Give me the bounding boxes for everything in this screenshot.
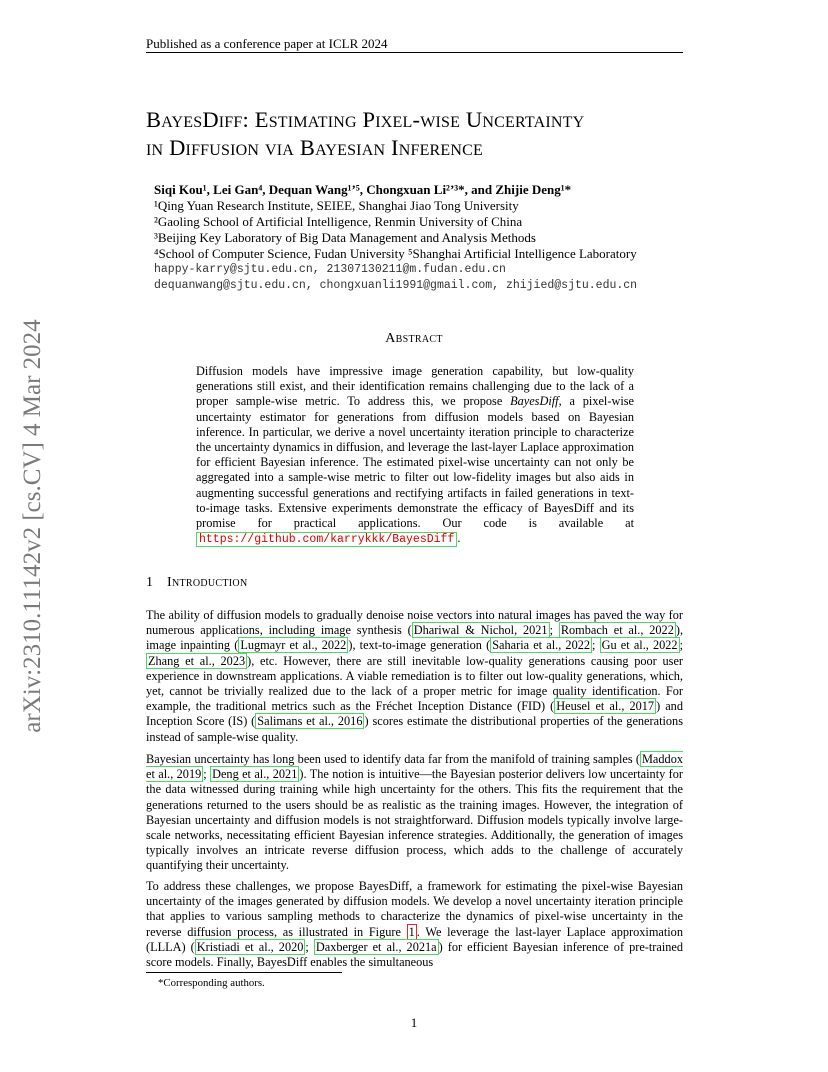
affiliation: ⁴School of Computer Science, Fudan University ⁵Shanghai Artificial Intelligence Laboratory bbox=[154, 246, 637, 261]
paper-title bbox=[146, 106, 706, 162]
text-run: ) and Inception Score (IS) ( bbox=[146, 699, 683, 729]
text-run: ; bbox=[592, 638, 600, 653]
text-run: ), etc. However, there are still inevitable low-quality generations causing poor user experience in downstream applications. A viable remediation is to filter out low-quality generations, which, yet, cannot be trivially realized due to the lack of a proper metric for image quality identification. For example, the traditional metrics such as the Fréchet Inception Distance (FID) ( bbox=[146, 653, 683, 714]
affiliation: ¹Qing Yuan Research Institute, SEIEE, Shanghai Jiao Tong University bbox=[154, 198, 519, 213]
citation-link[interactable]: Zhang et al., 2023 bbox=[148, 653, 246, 668]
page-number: 1 bbox=[410, 1015, 418, 1030]
abstract-heading: Abstract bbox=[385, 331, 443, 346]
text-run: ), image inpainting ( bbox=[146, 623, 684, 653]
abstract-part: , a pixel-wise uncertainty estimator for generations from diffusion models based on Bayesian inference. In particular, we derive a novel uncertainty iteration principle to characterize the uncertainty dynamics in diffusion, and leverage the last-layer Laplace approximation for efficient Bayesian inference. The estimated pixel-wise uncertainty can not only be aggregated into a sample-wise metric to filter out low-fidelity images but also aids in augmenting successful generations and rectifying artifacts in failed generations in text-to-image tasks. Extensive experiments demonstrate the efficacy of BayesDiff and its promise for practical applications. Our code is available at bbox=[196, 394, 634, 531]
text-run: The ability of diffusion models to gradually denoise noise vectors into natural images has paved the way for numerous applications, including image synthesis ( bbox=[146, 608, 683, 638]
citation-link[interactable]: Gu et al., 2022 bbox=[601, 638, 678, 653]
citation-link[interactable]: Salimans et al., 2016 bbox=[257, 714, 363, 729]
paragraph-2 bbox=[146, 752, 683, 874]
text-run: ) for efficient Bayesian inference of pre-trained score models. Finally, BayesDiff enables the simultaneous bbox=[146, 939, 684, 970]
arxiv-identifier: arXiv:2310.11142v2 [cs.CV] 4 Mar 2024 bbox=[19, 319, 46, 733]
title-line-2: in Diffusion via Bayesian Inference bbox=[146, 135, 484, 160]
text-run: ; bbox=[549, 623, 559, 638]
method-name: BayesDiff bbox=[510, 394, 559, 409]
citation-link[interactable]: Rombach et al., 2022 bbox=[560, 623, 674, 638]
text-run: ; bbox=[203, 767, 211, 782]
footnote: *Corresponding authors. bbox=[158, 977, 265, 989]
section-number: 1 bbox=[146, 575, 153, 590]
text-run: To address these challenges, we propose BayesDiff, a framework for estimating the pixel-wise Bayesian uncertainty of the images generated by diffusion models. We develop a novel uncertainty iteration principle that applies to various sampling methods to characterize the dynamics of pixel-wise uncertainty in the reverse diffusion process, as illustrated in Figure bbox=[146, 879, 683, 939]
text-run: . We leverage the last-layer Laplace approximation (LLLA) ( bbox=[146, 924, 683, 954]
text-run: ) scores estimate the distributional properties of the generations instead of sample-wise quality. bbox=[146, 714, 683, 744]
code-link[interactable]: https://github.com/karrykkk/BayesDiff bbox=[196, 532, 457, 547]
citation-link[interactable]: Deng et al., 2021 bbox=[212, 767, 298, 782]
citation-link[interactable]: Maddox et al., 2019 bbox=[146, 752, 683, 782]
text-run: ), text-to-image generation ( bbox=[348, 638, 491, 653]
arxiv-sidebar bbox=[8, 300, 58, 760]
citation-link[interactable]: Daxberger et al., 2021a bbox=[315, 939, 437, 954]
abstract-end: . bbox=[457, 531, 461, 546]
author-block bbox=[154, 182, 694, 294]
section-title: Introduction bbox=[167, 575, 248, 590]
email-line: happy-karry@sjtu.edu.cn, 21307130211@m.fudan.edu.cn bbox=[154, 263, 506, 276]
text-run: Bayesian uncertainty has long been used to identify data far from the manifold of training samples ( bbox=[146, 752, 640, 766]
email-line: dequanwang@sjtu.edu.cn, chongxuanli1991@gmail.com, zhijied@sjtu.edu.cn bbox=[154, 279, 638, 292]
figure-link[interactable]: 1 bbox=[408, 924, 415, 939]
citation-link[interactable]: Kristiadi et al., 2020 bbox=[196, 939, 304, 954]
paragraph-1 bbox=[146, 608, 683, 745]
abstract-part: Diffusion models have impressive image generation capability, but low-quality generations still exist, and their identification remains challenging due to the lack of a proper sample-wise metric. To address this, we propose bbox=[196, 364, 634, 409]
affiliation: ²Gaoling School of Artificial Intelligence, Renmin University of China bbox=[154, 214, 523, 229]
header-rule bbox=[146, 52, 683, 53]
section-heading bbox=[146, 575, 247, 591]
text-run: ; bbox=[305, 939, 314, 954]
text-run: ; bbox=[679, 638, 684, 653]
citation-link[interactable]: Saharia et al., 2022 bbox=[492, 638, 591, 653]
footnote-rule bbox=[146, 972, 342, 973]
abstract-text bbox=[196, 364, 634, 547]
citation-link[interactable]: Dhariwal & Nichol, 2021 bbox=[413, 623, 548, 638]
author-names: Siqi Kou¹, Lei Gan⁴, Dequan Wang¹ʼ⁵, Chongxuan Li²ʼ³*, and Zhijie Deng¹* bbox=[154, 182, 572, 197]
citation-link[interactable]: Heusel et al., 2017 bbox=[556, 699, 655, 714]
paragraph-3 bbox=[146, 879, 683, 970]
text-run: ). The notion is intuitive—the Bayesian posterior delivers low uncertainty for the data witnessed during training while high uncertainty for the others. This fits the requirement that the generations returned to the users should be as realistic as the training images. However, the integration of Bayesian uncertainty and diffusion models is not straightforward. Diffusion models typically involve large-scale networks, necessitating efficient Bayesian inference strategies. Additionally, the generation of images typically involves an intricate reverse diffusion process, which adds to the challenge of accurately quantifying their uncertainty. bbox=[146, 767, 683, 873]
citation-link[interactable]: Lugmayr et al., 2022 bbox=[240, 638, 347, 653]
running-header: Published as a conference paper at ICLR 2024 bbox=[146, 36, 388, 51]
affiliation: ³Beijing Key Laboratory of Big Data Management and Analysis Methods bbox=[154, 230, 536, 245]
title-line-1: BayesDiff: Estimating Pixel-wise Uncertainty bbox=[146, 107, 585, 132]
